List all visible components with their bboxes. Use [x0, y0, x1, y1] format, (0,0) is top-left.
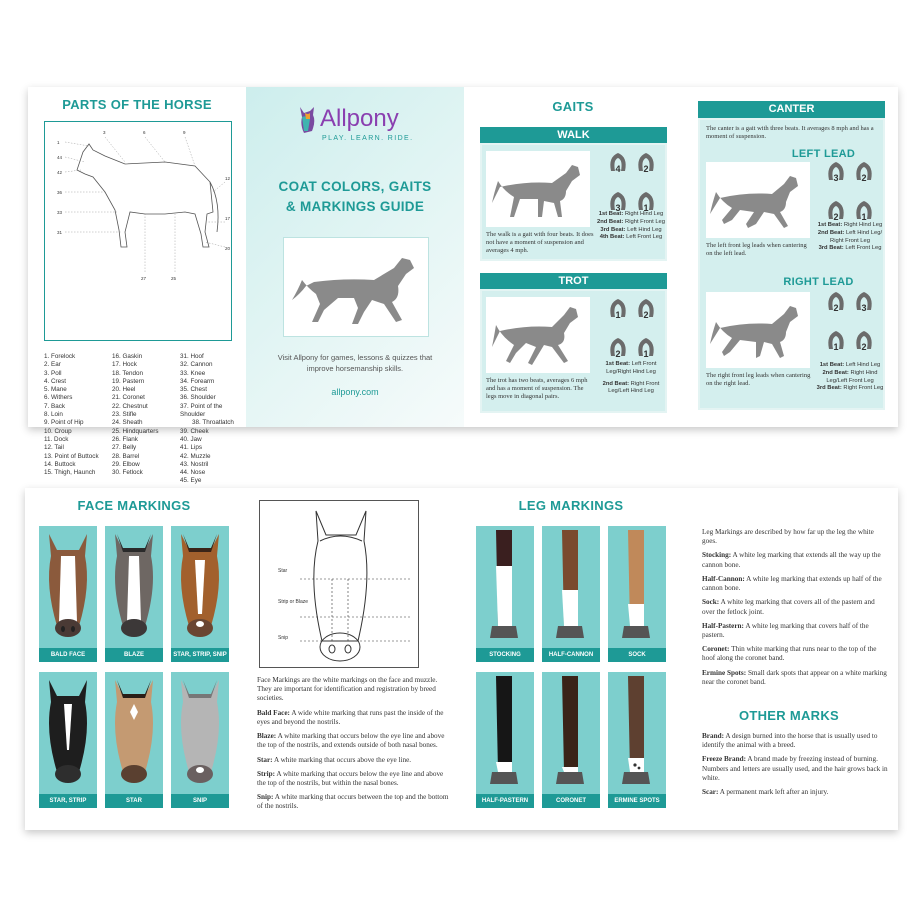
face-diagram [259, 500, 419, 668]
canter-bar: CANTER [698, 101, 885, 118]
horse-head-star-strip-snip-icon [171, 526, 229, 648]
face-card-star-strip [39, 672, 97, 808]
walking-horse-icon [486, 151, 590, 227]
horseshoe-icon [854, 329, 874, 351]
horseshoe-icon [854, 160, 874, 182]
cover-title-line: COAT COLORS, GAITS [278, 179, 432, 194]
shoe-number: 2 [861, 173, 867, 183]
shoe-number: 4 [615, 164, 621, 174]
svg-text:33: 33 [57, 210, 63, 215]
horse-head-blaze-icon [105, 526, 163, 648]
leg-stocking-icon [476, 526, 534, 648]
list-item: 37. Point of the [180, 402, 223, 410]
leg-card-half-pastern [476, 672, 534, 808]
list-item: 33. Knee [180, 369, 206, 377]
horseshoe-icon [636, 190, 656, 212]
left-lead-shoes [818, 160, 882, 230]
svg-text:42: 42 [57, 170, 63, 175]
svg-text:31: 31 [57, 230, 63, 235]
list-item: 32. Cannon [180, 361, 213, 369]
left-lead-text: The left front leg leads when cantering on the left lead. [706, 242, 807, 258]
list-item: 18. Tendon [112, 369, 144, 377]
list-item: 25. Hindquarters [112, 427, 159, 435]
svg-text:9: 9 [183, 130, 186, 135]
trot-bar: TROT [480, 273, 667, 289]
list-item: 34. Forearm [180, 377, 215, 385]
trotting-horse-icon [284, 238, 430, 338]
right-lead-title: RIGHT LEAD [783, 276, 854, 288]
shoe-number: 2 [861, 342, 867, 352]
list-item: 43. Nostril [180, 460, 209, 468]
shoe-number: 2 [833, 212, 839, 222]
shoe-number: 3 [615, 203, 621, 213]
definition: Coronet: Thin white marking that runs near to the top of the hoof along the coronet band. [702, 645, 877, 663]
other-marks-title: OTHER MARKS [738, 708, 840, 723]
list-item: 11. Dock [44, 435, 69, 443]
diagram-label-strip: Strip or Blaze [278, 599, 309, 605]
face-intro: Face Markings are the white markings on the face and muzzle. They are important for identification and registration by breed societies. [257, 676, 438, 703]
right-lead-beats [814, 362, 886, 393]
horse-head-outline-icon [260, 501, 420, 669]
list-item: 24. Sheath [112, 419, 143, 427]
horse-head-bald-face-icon [39, 526, 97, 648]
beat-line: 1st Beat: Right Hind Leg [817, 222, 883, 228]
horseshoe-icon [608, 336, 628, 358]
horseshoe-icon [636, 336, 656, 358]
face-descriptions [257, 676, 449, 817]
shoe-number: 1 [615, 310, 621, 320]
leg-sock-icon [608, 526, 666, 648]
definition: Freeze Brand: A brand made by freezing instead of burning. Numbers and letters are usually used, and the hair grows back in white. [702, 755, 888, 782]
parts-panel [28, 87, 246, 485]
svg-text:20: 20 [225, 246, 231, 251]
list-item: 1. Forelock [44, 353, 76, 360]
trot-text: The trot has two beats, averages 6 mph and has a moment of suspension. The legs move in diagonal pairs. [486, 377, 588, 401]
face-card-star-strip-snip [171, 526, 229, 662]
beat-line: 3rd Beat: Left Front Leg [818, 245, 882, 252]
list-item: 28. Barrel [112, 452, 140, 460]
parts-title: PARTS OF THE HORSE [62, 97, 212, 112]
face-card-snip [171, 672, 229, 808]
list-item: 8. Loin [44, 411, 63, 419]
beat-line: 2nd Beat: Right Hind Leg/Left Front Leg [822, 369, 878, 384]
parts-list-col2 [112, 353, 159, 477]
shoe-number: 3 [861, 303, 867, 313]
list-item: 12. Tail [44, 444, 64, 452]
walk-text: The walk is a gait with four beats. It does not have a moment of suspension and averages 4 mph. [486, 231, 594, 255]
beat-line: 2nd Beat: Right Front Leg/Left Hind Leg [602, 380, 660, 395]
list-item: 5. Mane [44, 386, 67, 394]
list-item: 41. Lips [180, 444, 203, 452]
list-item: 23. Stifle [112, 411, 137, 419]
svg-text:36: 36 [57, 190, 63, 195]
trot-beats [594, 361, 668, 396]
list-item: 26. Flank [112, 435, 138, 443]
brand-name: Allpony [320, 105, 399, 132]
gaits-panel [464, 87, 682, 427]
face-card-label: STAR, STRIP [39, 794, 97, 808]
shoe-number: 1 [833, 342, 839, 352]
shoe-number: 2 [833, 303, 839, 313]
diagram-label-snip: Snip [278, 635, 289, 641]
horseshoe-icon [826, 199, 846, 221]
definition: Bald Face: A wide white marking that runs past the inside of the eyes and beyond the nostrils. [257, 708, 444, 726]
svg-text:44: 44 [57, 155, 63, 160]
shoe-number: 1 [643, 349, 649, 359]
face-card-label: BALD FACE [39, 648, 97, 662]
other-marks-descriptions [702, 732, 888, 802]
svg-text:12: 12 [225, 176, 231, 181]
beat-line: 3rd Beat: Left Hind Leg [600, 226, 662, 233]
trot-box [480, 289, 667, 413]
list-item: 7. Back [44, 402, 65, 410]
right-lead-shoes [818, 290, 882, 360]
horse-head-star-strip-icon [39, 672, 97, 794]
horseshoe-icon [636, 151, 656, 173]
list-item: 20. Heel [112, 386, 136, 394]
list-item: 39. Cheek [180, 427, 209, 435]
leg-card-label: SOCK [608, 648, 666, 662]
trotting-horse-icon [486, 297, 590, 373]
face-card-blaze [105, 526, 163, 662]
definition: Half-Cannon: A white leg marking that extends up half of the cannon bone. [702, 574, 882, 593]
left-lead-horse-image [706, 162, 810, 238]
cover-blurb: Visit Allpony for games, lessons & quizzes that improve horsemanship skills. [277, 353, 433, 373]
cover-title-line: & MARKINGS GUIDE [285, 198, 425, 214]
shoe-number: 2 [643, 310, 649, 320]
face-title: FACE MARKINGS [77, 498, 191, 513]
beat-line: 2nd Beat: Left Hind Leg/ Right Front Leg [817, 229, 883, 244]
svg-text:6: 6 [143, 130, 146, 135]
list-item: 36. Shoulder [180, 394, 216, 402]
horse-head-snip-icon [171, 672, 229, 794]
beat-line: 3rd Beat: Right Front Leg [816, 385, 884, 392]
definition: Stocking: A white leg marking that extends all the way up the cannon bone. [702, 551, 881, 569]
definition: Brand: A design burned into the horse that is usually used to identify the animal with a breed. [702, 732, 878, 750]
leg-card-label: ERMINE SPOTS [608, 794, 666, 808]
list-item: 45. Eye [180, 477, 202, 485]
horseshoe-icon [826, 329, 846, 351]
face-card-label: STAR, STRIP, SNIP [171, 648, 229, 662]
list-item: 40. Jaw [180, 435, 202, 443]
cover-panel [246, 87, 464, 427]
list-item: 6. Withers [44, 394, 73, 402]
shoe-number: 2 [643, 164, 649, 174]
svg-text:3: 3 [103, 130, 106, 135]
list-item: 29. Elbow [112, 460, 140, 468]
definition: Half-Pastern: A white leg marking that covers half of the pastern. [702, 621, 869, 639]
cantering-horse-icon [706, 292, 810, 368]
horseshoe-icon [854, 290, 874, 312]
beat-line: 1st Beat: Left Front Leg/Right Hind Leg [605, 361, 657, 375]
list-item: 15. Thigh, Haunch [44, 469, 96, 477]
trot-shoes [600, 297, 664, 367]
horseshoe-icon [608, 151, 628, 173]
definition: Snip: A white marking that occurs between the top and the bottom of the nostrils. [257, 793, 449, 811]
face-card-star [105, 672, 163, 808]
definition: Sock: A white leg marking that covers all of the pastern and over the fetlock joint. [702, 598, 875, 616]
svg-text:17: 17 [225, 216, 231, 221]
face-text-panel [243, 488, 462, 830]
leg-card-sock [608, 526, 666, 662]
legs-intro: Leg Markings are described by how far up the leg the white goes. [702, 528, 874, 546]
horseshoe-icon [826, 160, 846, 182]
leg-half-cannon-icon [542, 526, 600, 648]
list-item: 2. Ear [44, 361, 61, 369]
leg-card-coronet [542, 672, 600, 808]
legs-title: LEG MARKINGS [518, 498, 624, 513]
canter-panel [682, 87, 898, 427]
shoe-number: 1 [643, 203, 649, 213]
list-item: 17. Hock [112, 361, 137, 369]
trot-horse-image [486, 297, 590, 373]
pony-head-icon [296, 105, 318, 135]
list-item: 13. Point of Buttock [44, 452, 99, 460]
list-item: 9. Point of Hip [44, 419, 84, 427]
list-item: 4. Crest [44, 377, 67, 385]
parts-diagram [44, 121, 232, 341]
definition: Blaze: A white marking that occurs below the eye line and above the top of the nostrils, and extends outside of both nasal bones. [257, 732, 445, 750]
face-card-label: SNIP [171, 794, 229, 808]
list-item: 19. Pastern [112, 377, 145, 385]
canter-box [698, 118, 885, 410]
list-item: 44. Nose [180, 469, 206, 477]
right-lead-text: The right front leg leads when cantering on the right lead. [706, 372, 811, 388]
parts-list-col3 [180, 353, 234, 486]
leg-ermine-spots-icon [608, 672, 666, 794]
beat-line: 4th Beat: Left Front Leg [599, 234, 663, 241]
list-item: 16. Gaskin [112, 353, 143, 360]
list-item: 38. Throatlatch [192, 419, 234, 427]
shoe-number: 1 [861, 212, 867, 222]
cover-url[interactable]: allpony.com [331, 387, 379, 397]
leg-card-half-cannon [542, 526, 600, 662]
cover-horse-image [283, 237, 429, 337]
leg-descriptions [702, 528, 888, 692]
legs-panel [462, 488, 680, 830]
face-panel [25, 488, 243, 830]
horse-head-star-icon [105, 672, 163, 794]
list-item: 27. Belly [112, 444, 137, 452]
horse-outline-icon [45, 122, 231, 340]
beat-line: 2nd Beat: Right Front Leg [597, 218, 665, 225]
cover-title [246, 177, 464, 216]
horseshoe-icon [854, 199, 874, 221]
definition: Ermine Spots: Small dark spots that appear on a white marking near the coronet band. [702, 668, 887, 686]
list-item: 14. Buttock [44, 460, 76, 468]
leg-card-label: CORONET [542, 794, 600, 808]
svg-text:1: 1 [57, 140, 60, 145]
definition: Strip: A white marking that occurs below the eye line and above the top of the nostrils, but within the nasal bones. [257, 769, 444, 787]
shoe-number: 2 [615, 349, 621, 359]
list-item: 21. Coronet [112, 394, 145, 402]
horseshoe-icon [608, 190, 628, 212]
legs-text-panel [680, 488, 898, 830]
svg-text:25: 25 [171, 276, 177, 281]
list-item: 42. Muzzle [180, 452, 211, 460]
brand-logo [296, 105, 426, 145]
right-lead-horse-image [706, 292, 810, 368]
face-card-label: STAR [105, 794, 163, 808]
walk-horse-image [486, 151, 590, 227]
face-card-label: BLAZE [105, 648, 163, 662]
horseshoe-icon [608, 297, 628, 319]
beat-line: 1st Beat: Left Hind Leg [819, 362, 881, 368]
shoe-number: 3 [833, 173, 839, 183]
leg-card-label: HALF-CANNON [542, 648, 600, 662]
leg-card-ermine-spots [608, 672, 666, 808]
cantering-horse-icon [706, 162, 810, 238]
leg-half-pastern-icon [476, 672, 534, 794]
face-card-bald-face [39, 526, 97, 662]
list-item: Shoulder [180, 411, 206, 419]
beat-line: 1st Beat: Right Hind Leg [598, 211, 664, 217]
canter-intro: The canter is a gait with three beats. It averages 8 mph and has a moment of suspension. [706, 125, 874, 141]
leg-card-label: STOCKING [476, 648, 534, 662]
list-item: 10. Croup [44, 427, 72, 435]
list-item: 3. Poll [44, 369, 62, 377]
definition: Star: A white marking that occurs above the eye line. [257, 755, 412, 764]
diagram-label-star: Star [278, 568, 288, 574]
list-item: 35. Chest [180, 386, 207, 394]
leg-coronet-icon [542, 672, 600, 794]
brand-tagline: PLAY. LEARN. RIDE. [322, 135, 414, 142]
definition: Scar: A permanent mark left after an injury. [702, 788, 829, 797]
horseshoe-icon [826, 290, 846, 312]
svg-text:27: 27 [141, 276, 147, 281]
walk-box [480, 143, 667, 261]
walk-bar: WALK [480, 127, 667, 143]
parts-list-col1 [44, 353, 99, 477]
left-lead-title: LEFT LEAD [791, 148, 856, 160]
list-item: 22. Chestnut [112, 402, 148, 410]
leg-card-stocking [476, 526, 534, 662]
list-item: 31. Hoof [180, 353, 204, 360]
walk-beats [594, 211, 668, 242]
gaits-title: GAITS [552, 99, 594, 114]
horseshoe-icon [636, 297, 656, 319]
list-item: 30. Fetlock [112, 469, 143, 477]
leg-card-label: HALF-PASTERN [476, 794, 534, 808]
left-lead-beats [814, 222, 886, 253]
